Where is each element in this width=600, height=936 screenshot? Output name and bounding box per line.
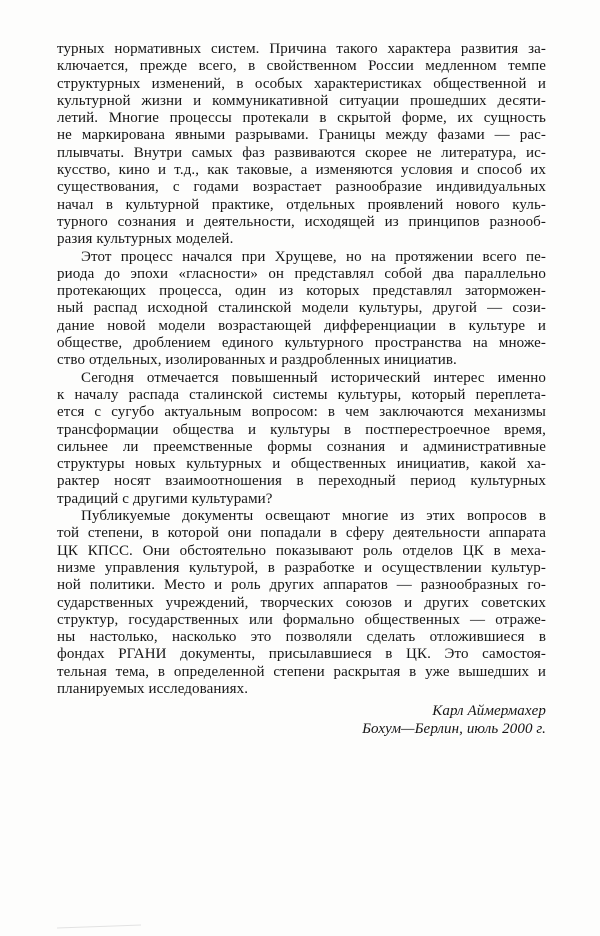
signature-place-date: Бохум—Берлин, июль 2000 г. [362,721,546,738]
text-line: летий. Многие процессы протекали в скрытой форме, их сущность [57,110,546,127]
text-line: той степени, в которой они попадали в сферу деятельности аппарата [57,525,546,542]
text-line: структур, государственных или формально общественных — отраже- [57,611,546,628]
text-line: плывчаты. Внутри самых фаз развиваются скорее не литература, ис- [57,144,546,161]
scan-artifact-line [57,925,141,929]
paragraph [57,508,546,698]
text-line: ный распад исходной сталинской модели культуры, другой — сози- [57,300,546,317]
text-line: не маркирована явными разрывами. Границы между фазами — рас- [57,127,546,144]
text-line: разия культурных моделей. [57,231,234,248]
text-line: риода до эпохи «гласности» он представлял собой два параллельно [57,265,546,282]
text-line: тельная тема, в определенной степени раскрытая в уже вышедших и [57,663,546,680]
text-line: рактер носят взаимоотношения в переходный период культурных [57,473,546,490]
text-line: ЦК КПСС. Они обстоятельно показывают роль отделов ЦК в меха- [57,542,546,559]
text-line: структурных изменений, в особых характеристиках общественной и [57,75,546,92]
text-line: Публикуемые документы освещают многие из этих вопросов в [81,508,546,525]
paragraph [57,41,546,249]
text-line: сильнее ли преемственные формы сознания и административные [57,438,546,455]
text-line: существования, с годами возрастает разнообразие индивидуальных [57,179,546,196]
text-line: фондах РГАНИ документы, присылавшиеся в ЦК. Это самостоя- [57,646,546,663]
text-line: структуры новых культурных и общественных инициатив, какой ха- [57,456,546,473]
text-line: ны настолько, насколько это позволяли сделать отложившиеся в [57,629,546,646]
text-line: ство отдельных, изолированных и раздробленных инициатив. [57,352,457,369]
text-line: традиций с другими культурами? [57,490,273,507]
text-line: турных нормативных систем. Причина такого характера развития за- [57,41,546,57]
text-line: ется с сугубо актуальным вопросом: в чем заключаются механизмы [57,404,546,421]
text-line: Этот процесс начался при Хрущеве, но на протяжении всего пе- [81,248,546,265]
text-line: ключается, прежде всего, в свойственном России медленном темпе [57,58,546,75]
text-line: сударственных учреждений, творческих союзов и других советских [57,594,546,611]
text-line: обществе, дроблением единого культурного пространства на множе- [57,335,546,352]
text-line: планируемых исследованиях. [57,680,249,697]
text-line: кусство, кино и т.д., как таковые, а изменяются условия и способ их [57,162,546,179]
text-line: культурной жизни и коммуникативной ситуации прошедших десяти- [57,92,546,109]
text-line: к началу распада сталинской системы культуры, который переплета- [57,386,546,403]
text-line: ной политики. Место и роль других аппаратов — разнообразных го- [57,577,546,594]
text-line: низме управления культурой, в разработке и осуществлении культур- [57,559,546,576]
signature-block [57,702,546,738]
text-line: Сегодня отмечается повышенный исторический интерес именно [81,369,546,386]
page-text-block [57,41,546,738]
text-line: дание новой модели возрастающей дифференциации в культуре и [57,317,546,334]
text-line: протекающих процесса, один из которых представлял заторможен- [57,283,546,300]
text-line: турного сознания и деятельности, исходящей из принципов разнооб- [57,213,546,230]
signature-author: Карл Аймермахер [432,703,546,720]
text-line: начал в культурной практике, отдельных проявлений нового куль- [57,196,546,213]
paragraph [57,249,546,370]
text-line: трансформации общества и культуры в постперестроечное время, [57,421,546,438]
paragraph [57,370,546,508]
